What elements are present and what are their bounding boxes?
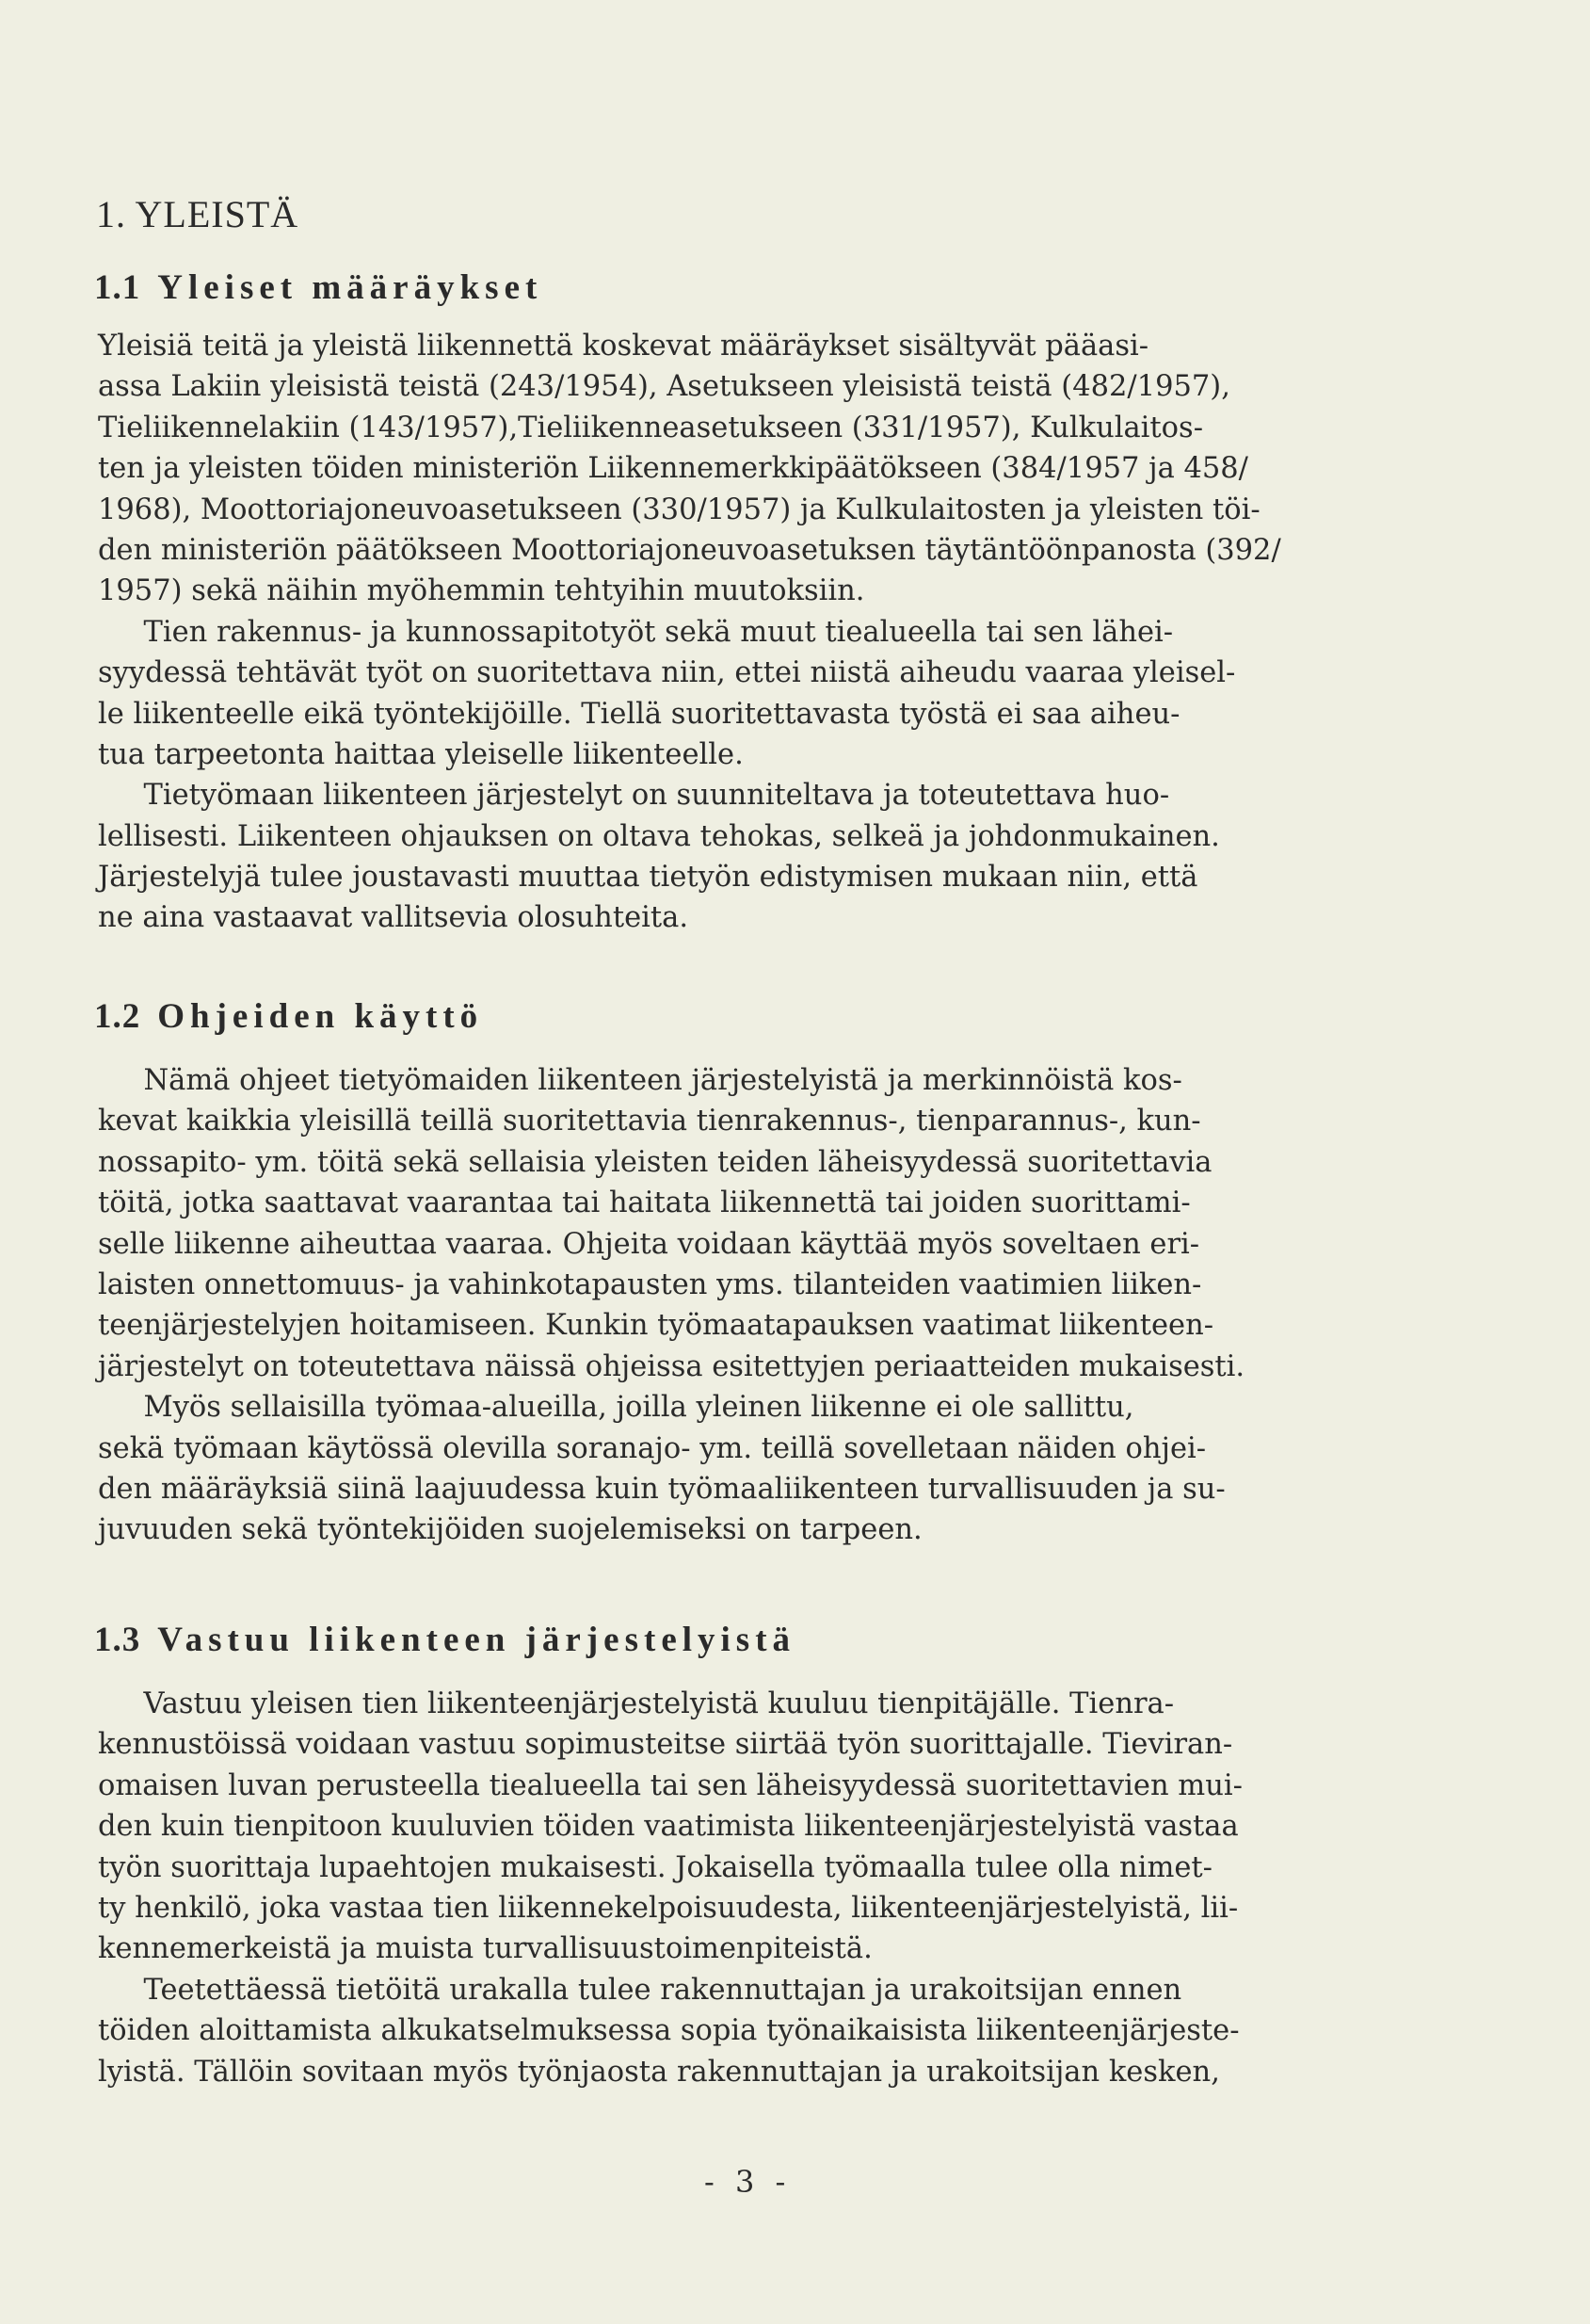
text-line: ten ja yleisten töiden ministeriön Liikennemerkkipäätökseen (384/1957 ja 458/ xyxy=(98,452,1248,486)
section-body-1-1 xyxy=(98,326,1408,939)
section-title: Ohjeiden käyttö xyxy=(157,997,484,1036)
text-line: den kuin tienpitoon kuuluvien töiden vaatimista liikenteenjärjestelyistä vastaa xyxy=(98,1810,1239,1844)
section-body-1-2 xyxy=(98,1060,1408,1551)
text-line: kennemerkeistä ja muista turvallisuustoimenpiteistä. xyxy=(98,1932,873,1966)
text-line: syydessä tehtävät työt on suoritettava niin, ettei niistä aiheudu vaaraa yleisel- xyxy=(98,656,1236,690)
text-line: juvuuden sekä työntekijöiden suojelemiseksi on tarpeen. xyxy=(98,1513,923,1547)
text-line: assa Lakiin yleisistä teistä (243/1954), Asetukseen yleisistä teistä (482/1957), xyxy=(98,370,1230,404)
section-number: 1.1 xyxy=(94,268,141,307)
chapter-title: 1. YLEISTÄ xyxy=(96,193,299,235)
text-line: Myös sellaisilla työmaa-alueilla, joilla yleinen liikenne ei ole sallittu, xyxy=(98,1391,1134,1425)
text-line: järjestelyt on toteutettava näissä ohjeissa esitettyjen periaatteiden mukaisesti. xyxy=(98,1349,1245,1383)
section-body-1-3 xyxy=(98,1684,1408,2092)
section-heading-1-3 xyxy=(94,1620,795,1660)
text-line: nossapito- ym. töitä sekä sellaisia yleisten teiden läheisyydessä suoritettavia xyxy=(98,1145,1213,1179)
text-line: töitä, jotka saattavat vaarantaa tai haitata liikennettä tai joiden suorittami- xyxy=(98,1186,1191,1220)
text-line: le liikenteelle eikä työntekijöille. Tiellä suoritettavasta työstä ei saa aiheu- xyxy=(98,697,1180,731)
text-line: ty henkilö, joka vastaa tien liikennekelpoisuudesta, liikenteenjärjestelyistä, lii- xyxy=(98,1891,1239,1925)
section-title: Yleiset määräykset xyxy=(157,268,543,307)
page-number: - 3 - xyxy=(704,2164,792,2200)
text-line: Tieliikennelakiin (143/1957),Tieliikenneasetukseen (331/1957), Kulkulaitos- xyxy=(98,411,1203,444)
text-line: Vastuu yleisen tien liikenteenjärjestelyistä kuuluu tienpitäjälle. Tienra- xyxy=(98,1687,1175,1720)
text-line: 1957) sekä näihin myöhemmin tehtyihin muutoksiin. xyxy=(98,574,865,608)
text-line: Tien rakennus- ja kunnossapitotyöt sekä muut tiealueella tai sen lähei- xyxy=(98,615,1174,649)
text-line: sekä työmaan käytössä olevilla soranajo- ym. teillä sovelletaan näiden ohjei- xyxy=(98,1431,1207,1465)
text-line: den ministeriön päätökseen Moottoriajoneuvoasetuksen täytäntöönpanosta (392/ xyxy=(98,533,1281,567)
text-line: laisten onnettomuus- ja vahinkotapausten yms. tilanteiden vaatimien liiken- xyxy=(98,1267,1202,1301)
section-heading-1-1 xyxy=(94,267,542,308)
text-line: 1968), Moottoriajoneuvoasetukseen (330/1957) ja Kulkulaitosten ja yleisten töi- xyxy=(98,492,1261,526)
text-line: omaisen luvan perusteella tiealueella tai sen läheisyydessä suoritettavien mui- xyxy=(98,1768,1243,1802)
text-line: lellisesti. Liikenteen ohjauksen on oltava tehokas, selkeä ja johdonmukainen. xyxy=(98,819,1220,853)
text-line: työn suorittaja lupaehtojen mukaisesti. Jokaisella työmaalla tulee olla nimet- xyxy=(98,1850,1213,1884)
text-line: Nämä ohjeet tietyömaiden liikenteen järjestelyistä ja merkinnöistä kos- xyxy=(98,1064,1182,1097)
text-line: lyistä. Tällöin sovitaan myös työnjaosta rakennuttajan ja urakoitsijan kesken, xyxy=(98,2055,1220,2089)
text-line: tua tarpeetonta haittaa yleiselle liikenteelle. xyxy=(98,737,744,771)
text-line: Yleisiä teitä ja yleistä liikennettä koskevat määräykset sisältyvät pääasi- xyxy=(98,330,1149,363)
text-line: töiden aloittamista alkukatselmuksessa sopia työnaikaisista liikenteenjärjeste- xyxy=(98,2014,1240,2048)
section-title: Vastuu liikenteen järjestelyistä xyxy=(157,1621,796,1659)
text-line: ne aina vastaavat vallitsevia olosuhteita. xyxy=(98,901,689,935)
text-line: Teetettäessä tietöitä urakalla tulee rakennuttajan ja urakoitsijan ennen xyxy=(98,1973,1182,2007)
text-line: teenjärjestelyjen hoitamiseen. Kunkin työmaatapauksen vaatimat liikenteen- xyxy=(98,1309,1214,1343)
text-line: selle liikenne aiheuttaa vaaraa. Ohjeita voidaan käyttää myös soveltaen eri- xyxy=(98,1227,1200,1261)
text-line: kevat kaikkia yleisillä teillä suoritettavia tienrakennus-, tienparannus-, kun- xyxy=(98,1105,1201,1138)
text-line: den määräyksiä siinä laajuudessa kuin työmaaliikenteen turvallisuuden ja su- xyxy=(98,1472,1226,1506)
text-line: Tietyömaan liikenteen järjestelyt on suunniteltava ja toteutettava huo- xyxy=(98,779,1170,813)
text-line: Järjestelyjä tulee joustavasti muuttaa tietyön edistymisen mukaan niin, että xyxy=(98,861,1198,895)
section-heading-1-2 xyxy=(94,996,483,1037)
section-number: 1.3 xyxy=(94,1621,141,1659)
text-line: kennustöissä voidaan vastuu sopimusteitse siirtää työn suorittajalle. Tieviran- xyxy=(98,1728,1233,1762)
section-number: 1.2 xyxy=(94,997,141,1036)
